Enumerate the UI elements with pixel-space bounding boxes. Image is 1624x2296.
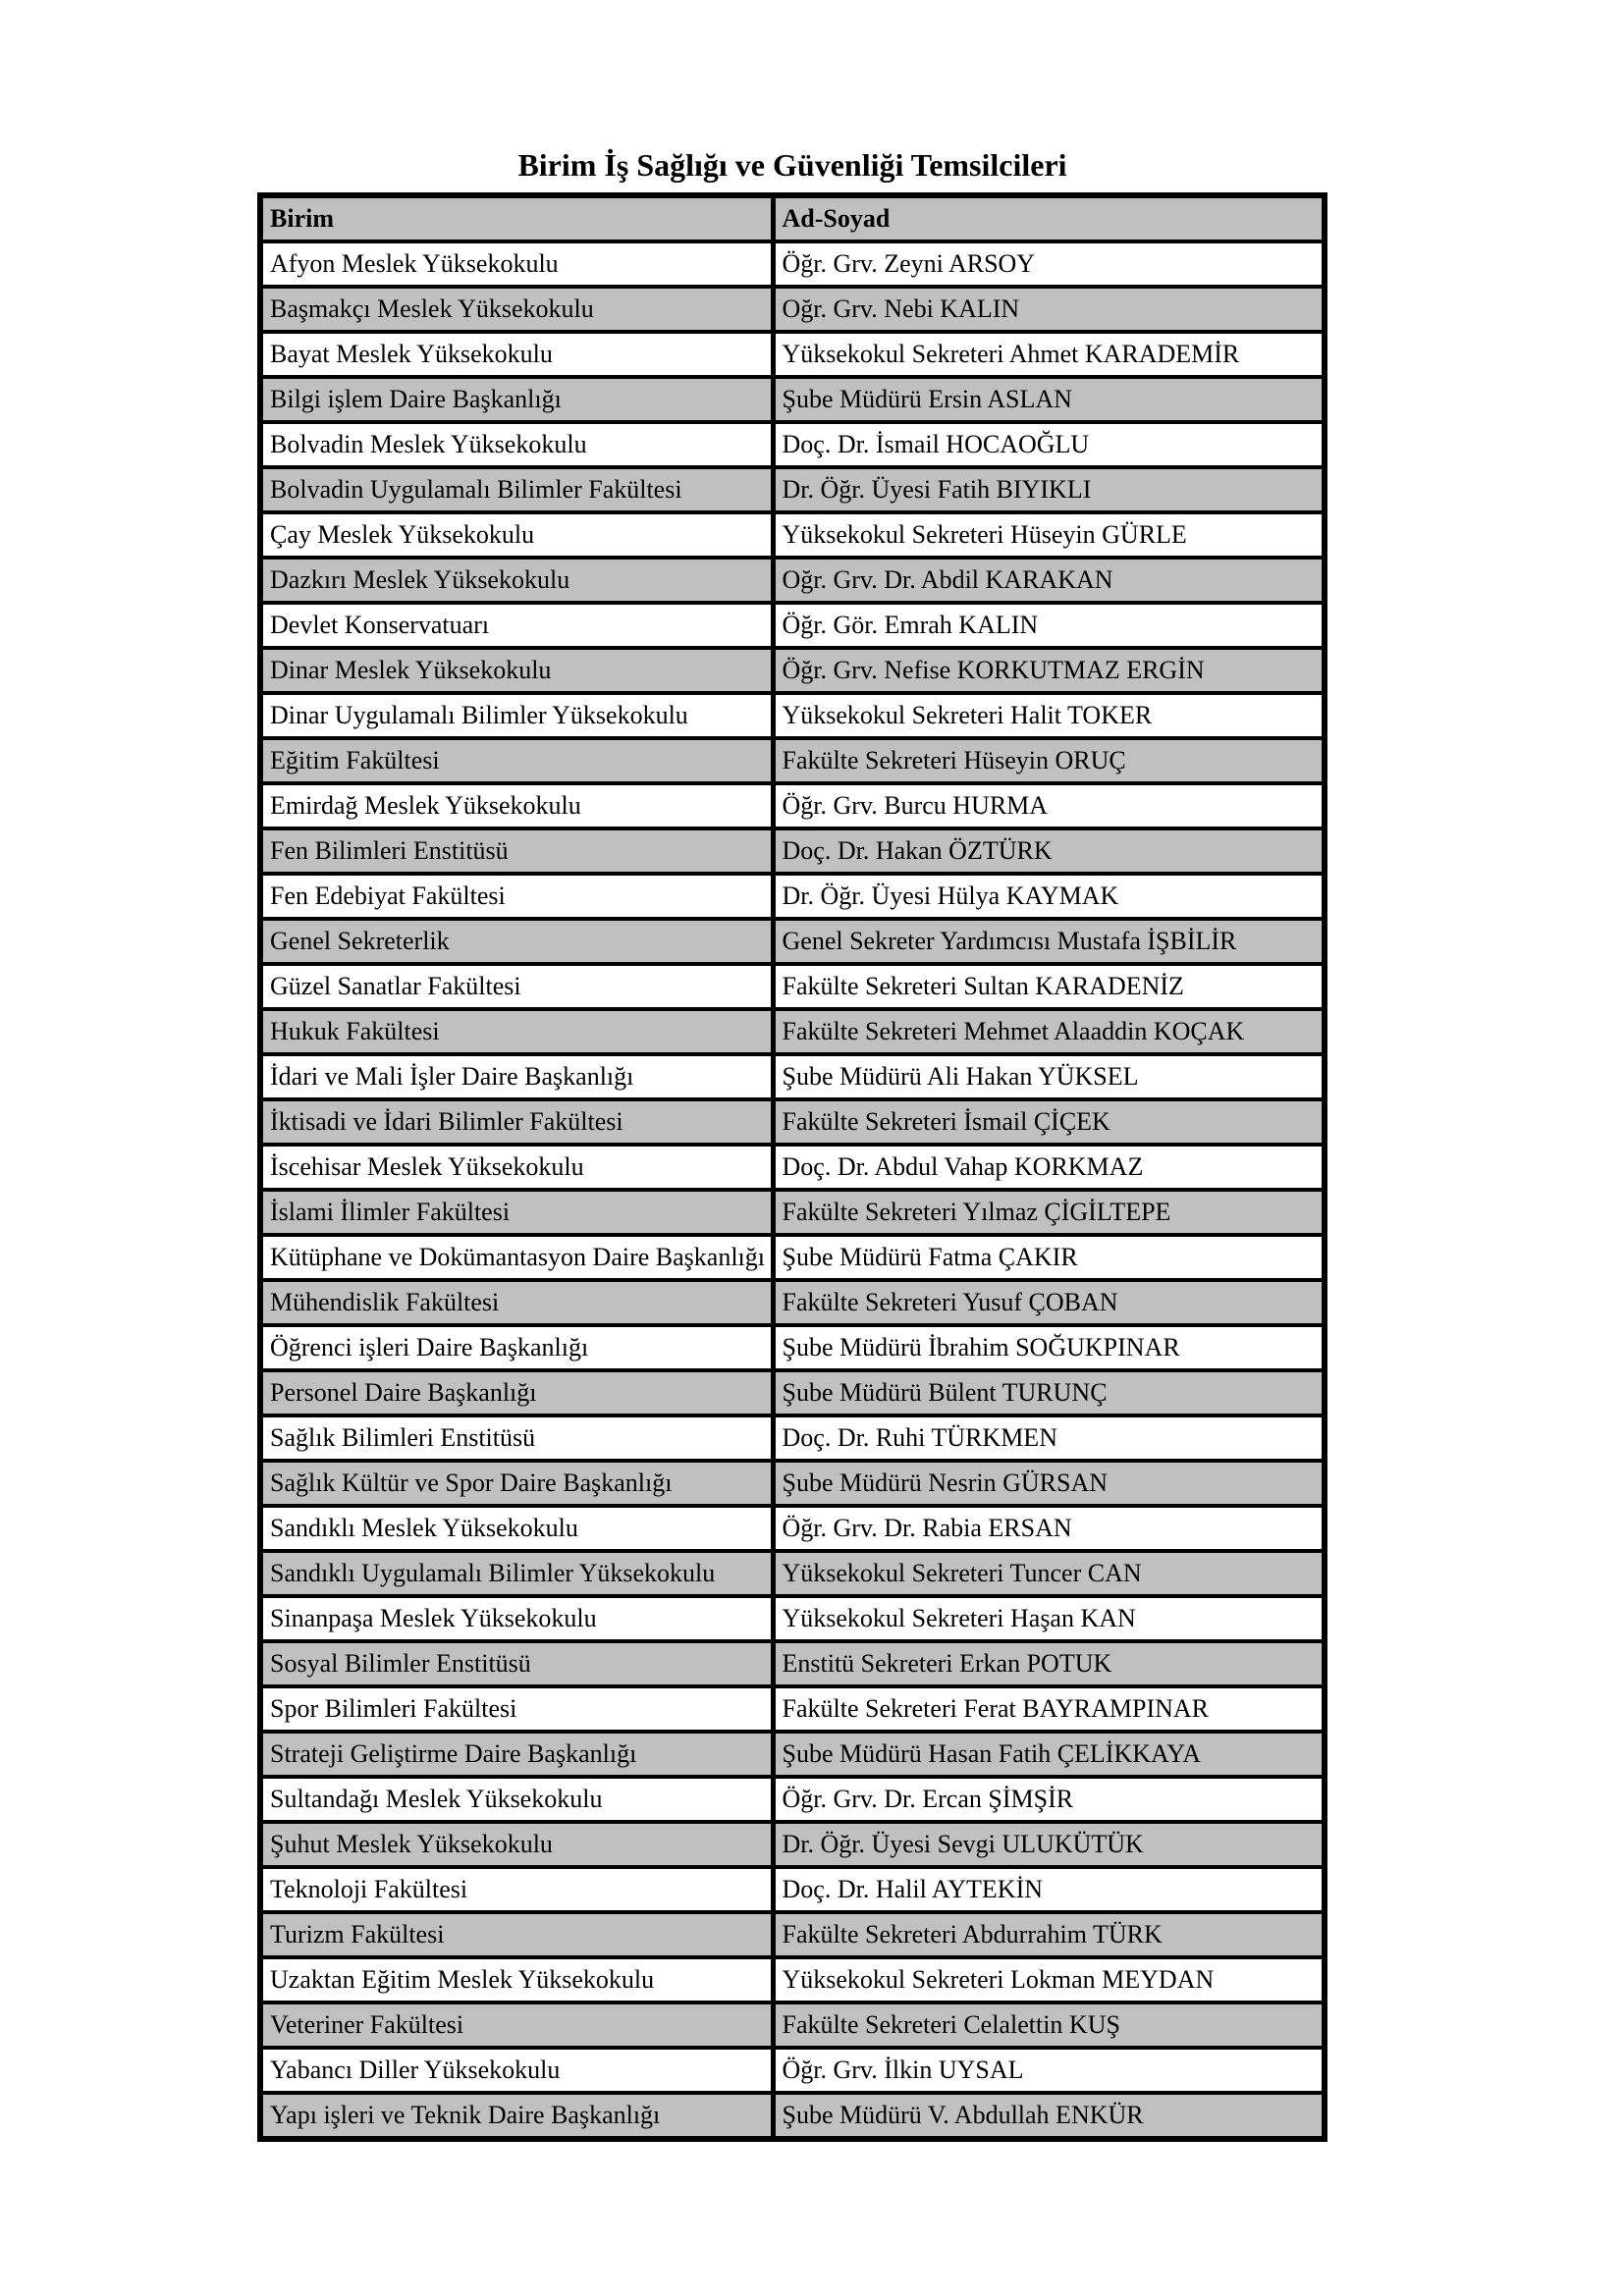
table-row [260, 1009, 1325, 1054]
unit-cell: Sosyal Bilimler Enstitüsü [260, 1641, 773, 1686]
table-row [260, 2093, 1325, 2139]
unit-cell: Bolvadin Meslek Yüksekokulu [260, 422, 773, 467]
table-row [260, 1551, 1325, 1596]
unit-cell: Kütüphane ve Dokümantasyon Daire Başkanlığı [260, 1235, 773, 1280]
unit-cell: Afyon Meslek Yüksekokulu [260, 241, 773, 287]
table-row [260, 558, 1325, 603]
name-cell: Şube Müdürü V. Abdullah ENKÜR [773, 2093, 1325, 2139]
table-row [260, 1461, 1325, 1506]
table-row [260, 332, 1325, 377]
name-cell: Şube Müdürü Ali Hakan YÜKSEL [773, 1054, 1325, 1099]
name-cell: Fakülte Sekreteri İsmail ÇİÇEK [773, 1099, 1325, 1145]
name-cell: Yüksekokul Sekreteri Hüseyin GÜRLE [773, 512, 1325, 558]
table-row [260, 1867, 1325, 1912]
table-row [260, 603, 1325, 648]
unit-cell: Fen Bilimleri Enstitüsü [260, 828, 773, 874]
table-row [260, 783, 1325, 828]
name-cell: Doç. Dr. İsmail HOCAOĞLU [773, 422, 1325, 467]
name-cell: Öğr. Grv. Nefise KORKUTMAZ ERGİN [773, 648, 1325, 693]
unit-cell: Sağlık Kültür ve Spor Daire Başkanlığı [260, 1461, 773, 1506]
name-cell: Fakülte Sekreteri Celalettin KUŞ [773, 2002, 1325, 2048]
name-cell: Öğr. Grv. Dr. Rabia ERSAN [773, 1506, 1325, 1551]
table-row [260, 1912, 1325, 1957]
name-cell: Fakülte Sekreteri Abdurrahim TÜRK [773, 1912, 1325, 1957]
table-row [260, 1822, 1325, 1867]
unit-cell: İscehisar Meslek Yüksekokulu [260, 1145, 773, 1190]
unit-cell: Veteriner Fakültesi [260, 2002, 773, 2048]
name-cell: Yüksekokul Sekreteri Halit TOKER [773, 693, 1325, 738]
table-row [260, 919, 1325, 964]
name-cell: Öğr. Grv. İlkin UYSAL [773, 2048, 1325, 2093]
unit-cell: Eğitim Fakültesi [260, 738, 773, 783]
table-row [260, 738, 1325, 783]
table-row [260, 1054, 1325, 1099]
unit-cell: Sağlık Bilimleri Enstitüsü [260, 1415, 773, 1461]
unit-cell: Bayat Meslek Yüksekokulu [260, 332, 773, 377]
table-row [260, 1777, 1325, 1822]
table-row [260, 2048, 1325, 2093]
table-row [260, 1596, 1325, 1641]
column-header-ad-soyad: Ad-Soyad [773, 195, 1325, 241]
unit-cell: Dazkırı Meslek Yüksekokulu [260, 558, 773, 603]
document-content [257, 147, 1327, 2142]
table-row [260, 874, 1325, 919]
column-header-birim: Birim [260, 195, 773, 241]
unit-cell: Turizm Fakültesi [260, 1912, 773, 1957]
unit-cell: Şuhut Meslek Yüksekokulu [260, 1822, 773, 1867]
name-cell: Yüksekokul Sekreteri Haşan KAN [773, 1596, 1325, 1641]
table-row [260, 1190, 1325, 1235]
unit-cell: Emirdağ Meslek Yüksekokulu [260, 783, 773, 828]
table-row [260, 1325, 1325, 1370]
name-cell: Doç. Dr. Abdul Vahap KORKMAZ [773, 1145, 1325, 1190]
table-row [260, 1099, 1325, 1145]
table-row [260, 1957, 1325, 2002]
table-row [260, 1370, 1325, 1415]
table-row [260, 1280, 1325, 1325]
name-cell: Oğr. Grv. Dr. Abdil KARAKAN [773, 558, 1325, 603]
unit-cell: Dinar Uygulamalı Bilimler Yüksekokulu [260, 693, 773, 738]
unit-cell: Spor Bilimleri Fakültesi [260, 1686, 773, 1732]
name-cell: Şube Müdürü Ersin ASLAN [773, 377, 1325, 422]
table-row [260, 377, 1325, 422]
unit-cell: Başmakçı Meslek Yüksekokulu [260, 287, 773, 332]
name-cell: Dr. Öğr. Üyesi Sevgi ULUKÜTÜK [773, 1822, 1325, 1867]
name-cell: Şube Müdürü Fatma ÇAKIR [773, 1235, 1325, 1280]
table-row [260, 512, 1325, 558]
unit-cell: Uzaktan Eğitim Meslek Yüksekokulu [260, 1957, 773, 2002]
name-cell: Öğr. Grv. Burcu HURMA [773, 783, 1325, 828]
name-cell: Yüksekokul Sekreteri Lokman MEYDAN [773, 1957, 1325, 2002]
table-header-row [260, 195, 1325, 241]
unit-cell: Sultandağı Meslek Yüksekokulu [260, 1777, 773, 1822]
unit-cell: Dinar Meslek Yüksekokulu [260, 648, 773, 693]
table-row [260, 422, 1325, 467]
table-row [260, 1415, 1325, 1461]
unit-cell: Teknoloji Fakültesi [260, 1867, 773, 1912]
table-body [260, 241, 1325, 2139]
unit-cell: Devlet Konservatuarı [260, 603, 773, 648]
name-cell: Fakülte Sekreteri Yılmaz ÇİGİLTEPE [773, 1190, 1325, 1235]
unit-cell: Yabancı Diller Yüksekokulu [260, 2048, 773, 2093]
table-row [260, 1235, 1325, 1280]
unit-cell: Sinanpaşa Meslek Yüksekokulu [260, 1596, 773, 1641]
name-cell: Yüksekokul Sekreteri Ahmet KARADEMİR [773, 332, 1325, 377]
name-cell: Fakülte Sekreteri Mehmet Alaaddin KOÇAK [773, 1009, 1325, 1054]
unit-cell: İslami İlimler Fakültesi [260, 1190, 773, 1235]
name-cell: Yüksekokul Sekreteri Tuncer CAN [773, 1551, 1325, 1596]
unit-cell: Sandıklı Uygulamalı Bilimler Yüksekokulu [260, 1551, 773, 1596]
name-cell: Öğr. Grv. Zeyni ARSOY [773, 241, 1325, 287]
page-title: Birim İş Sağlığı ve Güvenliği Temsilcileri [517, 147, 1067, 183]
table-row [260, 1686, 1325, 1732]
name-cell: Oğr. Grv. Nebi KALIN [773, 287, 1325, 332]
name-cell: Fakülte Sekreteri Yusuf ÇOBAN [773, 1280, 1325, 1325]
table-row [260, 1145, 1325, 1190]
unit-cell: İdari ve Mali İşler Daire Başkanlığı [260, 1054, 773, 1099]
unit-cell: Genel Sekreterlik [260, 919, 773, 964]
table-row [260, 287, 1325, 332]
unit-cell: Strateji Geliştirme Daire Başkanlığı [260, 1732, 773, 1777]
table-row [260, 828, 1325, 874]
unit-cell: Fen Edebiyat Fakültesi [260, 874, 773, 919]
unit-cell: Yapı işleri ve Teknik Daire Başkanlığı [260, 2093, 773, 2139]
table-row [260, 1506, 1325, 1551]
name-cell: Fakülte Sekreteri Ferat BAYRAMPINAR [773, 1686, 1325, 1732]
name-cell: Fakülte Sekreteri Hüseyin ORUÇ [773, 738, 1325, 783]
unit-cell: Öğrenci işleri Daire Başkanlığı [260, 1325, 773, 1370]
name-cell: Öğr. Gör. Emrah KALIN [773, 603, 1325, 648]
name-cell: Genel Sekreter Yardımcısı Mustafa İŞBİLİR [773, 919, 1325, 964]
name-cell: Dr. Öğr. Üyesi Fatih BIYIKLI [773, 467, 1325, 512]
name-cell: Şube Müdürü Bülent TURUNÇ [773, 1370, 1325, 1415]
unit-cell: Sandıklı Meslek Yüksekokulu [260, 1506, 773, 1551]
unit-cell: Çay Meslek Yüksekokulu [260, 512, 773, 558]
table-row [260, 1641, 1325, 1686]
table-row [260, 2002, 1325, 2048]
unit-cell: İktisadi ve İdari Bilimler Fakültesi [260, 1099, 773, 1145]
unit-cell: Güzel Sanatlar Fakültesi [260, 964, 773, 1009]
representatives-table [257, 192, 1327, 2142]
table-row [260, 693, 1325, 738]
name-cell: Doç. Dr. Ruhi TÜRKMEN [773, 1415, 1325, 1461]
name-cell: Şube Müdürü Hasan Fatih ÇELİKKAYA [773, 1732, 1325, 1777]
name-cell: Fakülte Sekreteri Sultan KARADENİZ [773, 964, 1325, 1009]
unit-cell: Hukuk Fakültesi [260, 1009, 773, 1054]
name-cell: Şube Müdürü Nesrin GÜRSAN [773, 1461, 1325, 1506]
table-row [260, 1732, 1325, 1777]
table-row [260, 648, 1325, 693]
table-row [260, 964, 1325, 1009]
table-row [260, 241, 1325, 287]
name-cell: Dr. Öğr. Üyesi Hülya KAYMAK [773, 874, 1325, 919]
table-row [260, 467, 1325, 512]
name-cell: Şube Müdürü İbrahim SOĞUKPINAR [773, 1325, 1325, 1370]
unit-cell: Personel Daire Başkanlığı [260, 1370, 773, 1415]
unit-cell: Bolvadin Uygulamalı Bilimler Fakültesi [260, 467, 773, 512]
name-cell: Öğr. Grv. Dr. Ercan ŞİMŞİR [773, 1777, 1325, 1822]
name-cell: Doç. Dr. Hakan ÖZTÜRK [773, 828, 1325, 874]
unit-cell: Bilgi işlem Daire Başkanlığı [260, 377, 773, 422]
unit-cell: Mühendislik Fakültesi [260, 1280, 773, 1325]
name-cell: Enstitü Sekreteri Erkan POTUK [773, 1641, 1325, 1686]
name-cell: Doç. Dr. Halil AYTEKİN [773, 1867, 1325, 1912]
